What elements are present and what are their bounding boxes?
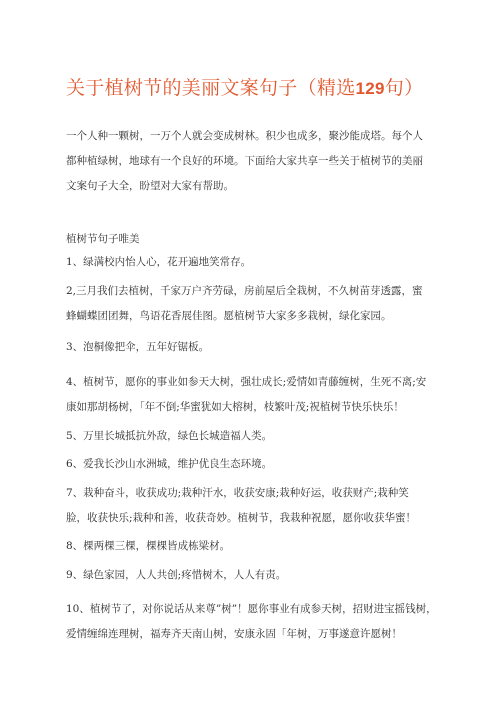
list-item: [66, 481, 441, 531]
title-suffix: 句）: [384, 77, 424, 99]
list-item: [66, 250, 441, 275]
intro-line: 文案句子大全，盼望对大家有帮助。: [66, 180, 234, 192]
section-heading: 植树节句子唯美: [66, 233, 140, 245]
list-item: [66, 563, 441, 588]
intro-line: 一个人种一颗树，一万个人就会变成树林。积少也成多，聚沙能成塔。每个人: [66, 130, 423, 142]
list-item: [66, 279, 441, 329]
list-item: [66, 335, 441, 360]
list-item-line: 10、植树节了，对你说话从来尊”树”！愿你事业有成参天树，招财进宝摇钱树，: [66, 603, 437, 615]
list-item-line: 1、绿满校内怡人心，花开遍地笑常存。: [66, 256, 252, 268]
list-item-line: 6、爱我长沙山水洲城，维护优良生态环境。: [66, 458, 273, 470]
list-item-line: 康如那胡杨树，「年不倒;华蜜犹如大榕树，枝繁叶茂;祝植树节快乐快乐！: [66, 401, 404, 413]
list-item-line: 爱情缠绵连理树，福寿齐天南山树，安康永固「年树，万事遂意许愿树！: [66, 628, 402, 640]
list-item-line: 4、植树节，愿你的事业如参天大树，强壮成长;爱情如青藤缠树，生死不离;安: [66, 376, 427, 388]
list-item-line: 脸，收获快乐;栽种和善，收获奇妙。植树节，我栽种祝愿，愿你收获华蜜！: [66, 512, 417, 524]
list-item-line: 2,三月我们去植树，千家万户齐劳碌，房前屋后全栽树，不久树苗芽透露，蜜: [66, 285, 423, 297]
list-item: [66, 452, 441, 477]
list-item: [66, 424, 441, 449]
list-item-line: 7、栽种奋斗，收获成功;栽种汗水，收获安康;栽种好运，收获财产;栽种笑: [66, 487, 409, 499]
page-title: [66, 74, 446, 103]
list-item-line: 5、万里长城抵抗外敌，绿色长城造福人类。: [66, 430, 273, 442]
list-item-line: 蜂蝴蝶团团舞，鸟语花香展佳图。愿植树节大家多多栽树，绿化家园。: [66, 310, 392, 322]
list-item: [66, 534, 441, 559]
title-prefix: 关于植树节的美丽文案句子（精选: [66, 77, 356, 99]
list-item: [66, 370, 441, 420]
title-number: 129: [355, 79, 385, 98]
list-item-line: 8、棵两棵三棵，棵棵皆成栋梁材。: [66, 540, 231, 552]
intro-paragraph: [66, 124, 438, 199]
list-item-line: 9、绿色家园，人人共创;疼惜树木，人人有责。: [66, 569, 287, 581]
list-item: [66, 597, 441, 647]
intro-line: 都种植绿树，地球有一个良好的环境。下面给大家共享一些关于植树节的美丽: [66, 155, 423, 167]
list-item-line: 3、泡桐像把伞，五年好锯板。: [66, 341, 210, 353]
